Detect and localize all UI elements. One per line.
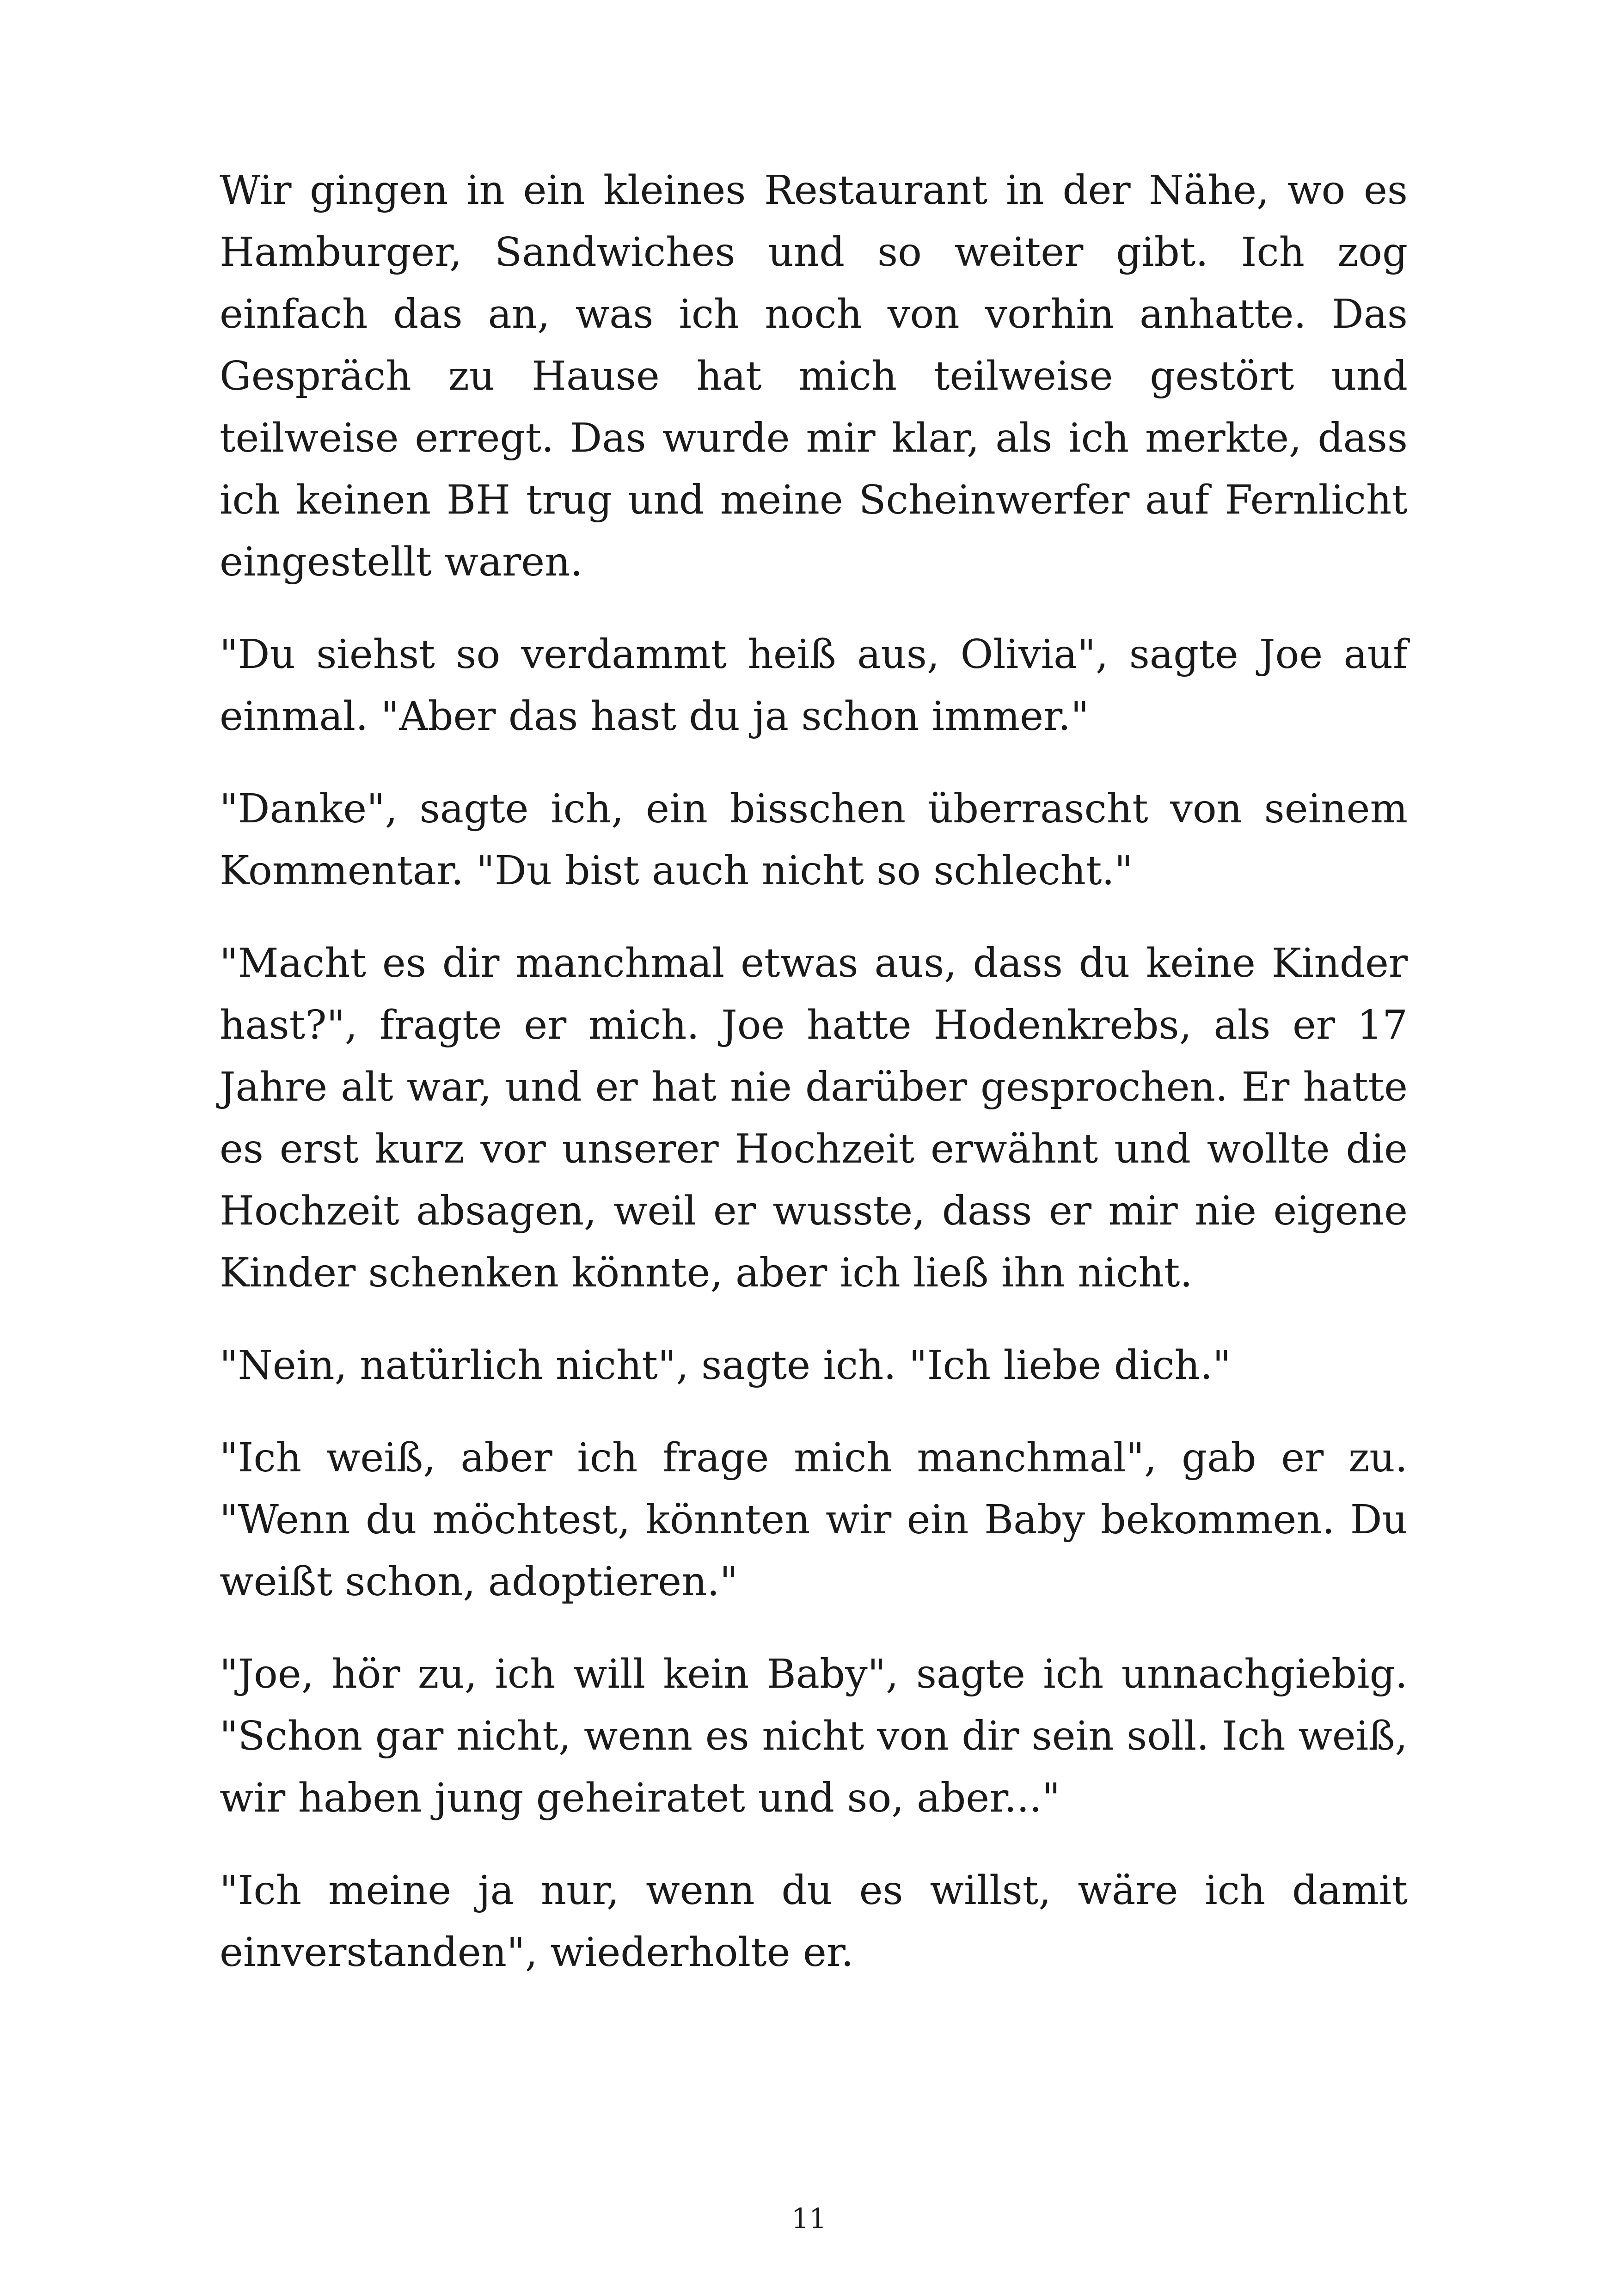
paragraph: "Macht es dir manchmal etwas aus, dass du keine Kinder hast?", fragte er mich. Joe hatte Hodenkrebs, als er 17 Jahre alt war, und er hat nie darüber gesprochen. Er hatte es erst kurz vor unserer Hochzeit erwähnt und wollte die Hochzeit absagen, weil er wusste, dass er mir nie eigene Kinder schenken könnte, aber ich ließ ihn nicht. bbox=[220, 940, 1408, 1296]
paragraph: "Ich meine ja nur, wenn du es willst, wäre ich damit einverstanden", wiederholte er. bbox=[220, 1867, 1408, 1976]
page-number: 11 bbox=[791, 2203, 827, 2235]
paragraph: "Du siehst so verdammt heiß aus, Olivia", sagte Joe auf einmal. "Aber das hast du ja schon immer." bbox=[220, 631, 1408, 740]
paragraph: "Danke", sagte ich, ein bisschen überrascht von seinem Kommentar. "Du bist auch nicht so schlecht." bbox=[220, 786, 1408, 894]
paragraph: "Ich weiß, aber ich frage mich manchmal", gab er zu. "Wenn du möchtest, könnten wir ein Baby bekommen. Du weißt schon, adoptieren." bbox=[220, 1435, 1408, 1605]
paragraph: "Nein, natürlich nicht", sagte ich. "Ich liebe dich." bbox=[220, 1342, 1231, 1389]
paragraph: Wir gingen in ein kleines Restaurant in der Nähe, wo es Hamburger, Sandwiches und so weiter gibt. Ich zog einfach das an, was ich noch von vorhin anhatte. Das Gespräch zu Hause hat mich teilweise gestört und teilweise erregt. Das wurde mir klar, als ich merkte, dass ich keinen BH trug und meine Scheinwerfer auf Fernlicht eingestellt waren. bbox=[220, 167, 1408, 585]
body-text bbox=[220, 159, 1408, 2014]
paragraph: "Joe, hör zu, ich will kein Baby", sagte ich unnachgiebig. "Schon gar nicht, wenn es nicht von dir sein soll. Ich weiß, wir haben jung geheiratet und so, aber..." bbox=[220, 1651, 1408, 1821]
